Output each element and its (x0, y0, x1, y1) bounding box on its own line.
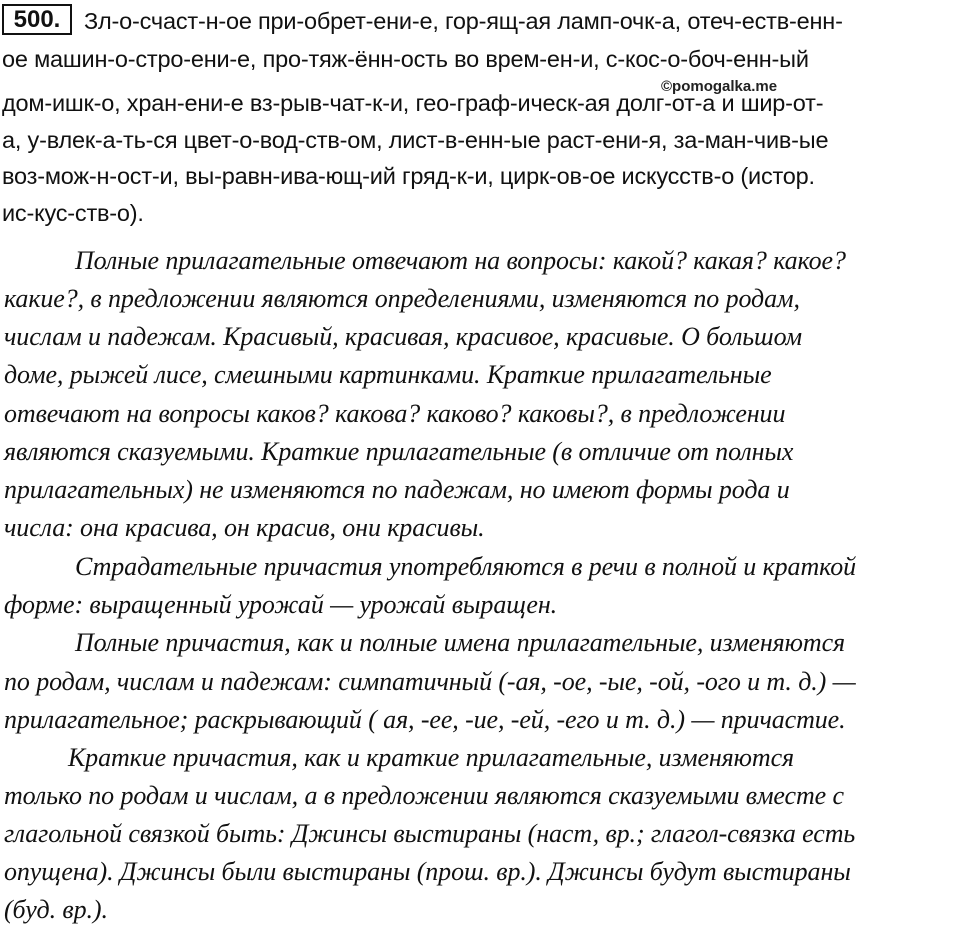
exercise-line-6: ис-кус-ств-о). (2, 200, 144, 226)
exercise-line-2: ое машин-о-стро-ени-е, про-тяж-ённ-ость во врем-ен-и, с-кос-о-боч-енн-ый (2, 46, 809, 72)
note-line-9: Страдательные причастия употребляются в речи в полной и краткой (75, 552, 857, 581)
note-line-7: прилагательных) не изменяются по падежам, но имеют формы рода и (4, 475, 790, 504)
note-line-14: Краткие причастия, как и краткие прилагательные, изменяются (68, 743, 794, 772)
note-line-3: числам и падежам. Красивый, красивая, красивое, красивые. О большом (4, 322, 802, 351)
site-watermark: ©pomogalka.me (661, 78, 778, 95)
note-line-4: доме, рыжей лисе, смешными картинками. Краткие прилагательные (4, 360, 772, 389)
note-line-15: только по родам и числам, а в предложении являются сказуемыми вместе с (4, 781, 844, 810)
note-line-1: Полные прилагательные отвечают на вопросы: какой? какая? какое? (75, 246, 846, 275)
note-line-2: какие?, в предложении являются определениями, изменяются по родам, (4, 284, 800, 313)
exercise-line-5: воз-мож-н-ост-и, вы-равн-ива-ющ-ий гряд-к-и, цирк-ов-ое искусств-о (истор. (2, 163, 815, 189)
note-line-16: глагольной связкой быть: Джинсы выстираны (наст, вр.; глагол-связка есть (4, 819, 856, 848)
exercise-line-3: дом-ишк-о, хран-ени-е вз-рыв-чат-к-и, гео-граф-ическ-ая долг-от-а и шир-от- (2, 90, 824, 116)
note-line-13: прилагательное; раскрывающий ( ая, -ее, -ие, -ей, -его и т. д.) — причастие. (4, 705, 846, 734)
note-line-12: по родам, числам и падежам: симпатичный (-ая, -ое, -ые, -ой, -ого и т. д.) — (4, 667, 856, 696)
note-line-17: опущена). Джинсы были выстираны (прош. вр.). Джинсы будут выстираны (4, 857, 851, 886)
note-line-18: (буд. вр.). (4, 895, 108, 924)
note-line-8: числа: она красива, он красив, они красивы. (4, 513, 485, 542)
note-line-6: являются сказуемыми. Краткие прилагательные (в отличие от полных (4, 437, 794, 466)
note-line-10: форме: выращенный урожай — урожай выращен. (4, 590, 558, 619)
note-line-5: отвечают на вопросы каков? какова? каково? каковы?, в предложении (4, 399, 786, 428)
exercise-number: 500. (2, 4, 72, 35)
note-line-11: Полные причастия, как и полные имена прилагательные, изменяются (75, 628, 845, 657)
exercise-line-1: Зл-о-счаст-н-ое при-обрет-ени-е, гор-ящ-ая ламп-очк-а, отеч-еств-енн- (84, 8, 843, 34)
exercise-line-4: а, у-влек-а-ть-ся цвет-о-вод-ств-ом, лист-в-енн-ые раст-ени-я, за-ман-чив-ые (2, 127, 829, 153)
